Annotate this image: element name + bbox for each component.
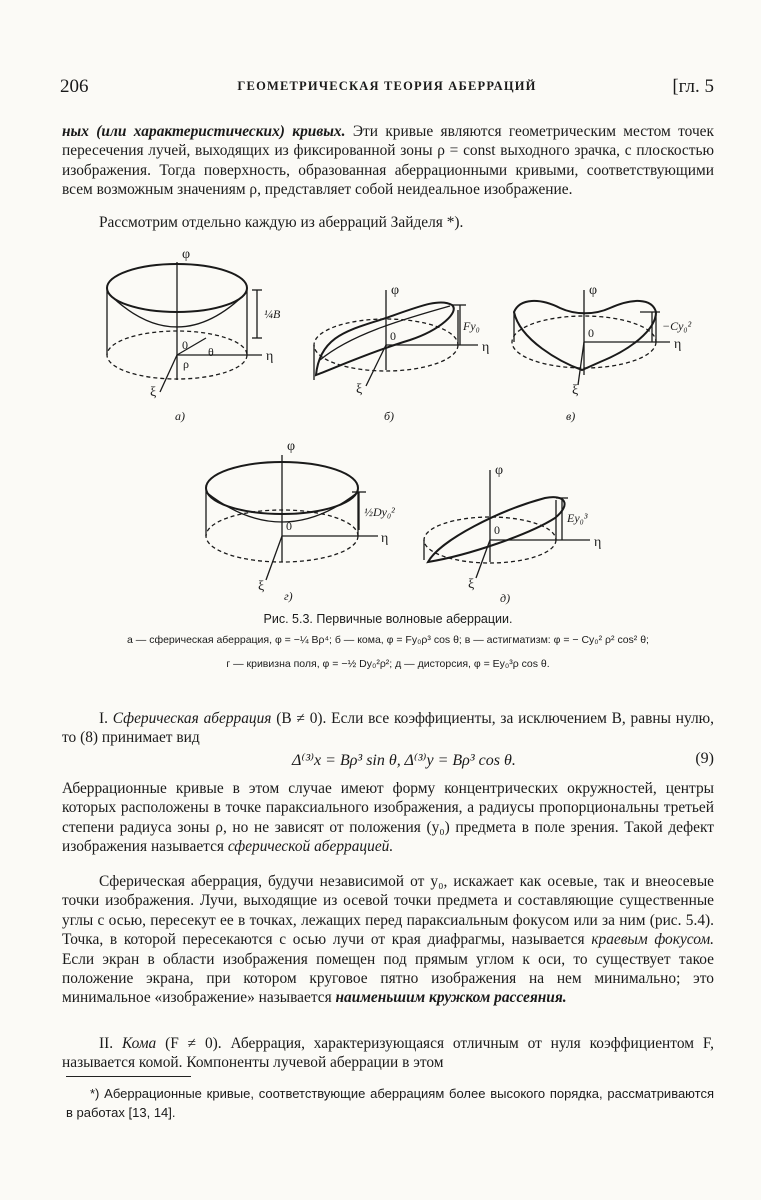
a-xi-label: ξ <box>150 385 157 400</box>
section-1-p2-a: Сферическая аберрация, будучи независимой от y₀, искажает как осевые, так и внеосевые точки изображения. Лучи, выходящие из осевой точки предмета и составляющие существенные углы с осью, пересекут ее в точках, лежащих перед параксиальным фокусом или за ним (рис. 5.4). Точка, в которой пересекаются с осью лучи от края диафрагмы, называется <box>62 873 714 949</box>
c-origin-label: 0 <box>588 326 594 340</box>
section-1-number: I. <box>99 710 113 727</box>
c-xi-label: ξ <box>572 383 579 398</box>
term-spherical-aberration: сферической аберрацией. <box>227 838 394 856</box>
b-origin-label: 0 <box>390 329 396 343</box>
c-panel-label: в) <box>566 409 576 423</box>
chapter-label: [гл. 5 <box>672 76 714 97</box>
e-origin-label: 0 <box>494 523 500 537</box>
intro-text: Эти кривые являются геометрическим местом точек пересечения лучей, выходящих из фиксированной зоны ρ = const выходного зрачка, с плоскостью изображения. Тогда поверхность, образованная аберрационными кривыми, соответствующими всем возможным значениям ρ, представляет собой неидеальное изображение. <box>62 123 714 199</box>
section-1-title: Сферическая аберрация <box>112 710 272 727</box>
a-theta-label: θ <box>208 345 214 359</box>
a-eta-label: η <box>266 349 274 364</box>
b-panel-label: б) <box>384 409 395 423</box>
section-1-lead-text: Если все коэффициенты, за исключением B, равны нулю, то (8) принимает вид <box>62 710 714 747</box>
c-phi-label: φ <box>589 283 598 298</box>
d-phi-label: φ <box>287 439 296 454</box>
d-dim-label: ½Dy₀² <box>364 505 395 519</box>
section-1-para-text: Аберрационные кривые в этом случае имеют форму концентрических окружностей, центры которых расположены в точке параксиального изображения, а радиусы пропорциональны третьей степени радиуса зоны ρ, но не зависят от положения (y₀) предмета в поле зрения. Такой дефект изображения называется <box>62 780 714 856</box>
section-1-condition: (B ≠ 0). <box>271 710 327 727</box>
b-dim-label: Fy₀ <box>463 319 480 333</box>
c-eta-label: η <box>674 337 682 352</box>
d-xi-label: ξ <box>258 579 265 594</box>
intro-bold-term: ных (или характеристических) кривых. <box>62 123 346 140</box>
e-dim-label: Ey₀³ <box>567 511 588 525</box>
e-xi-label: ξ <box>468 577 475 592</box>
section-2-condition: (F ≠ 0). <box>156 1035 222 1052</box>
e-eta-label: η <box>594 535 602 550</box>
panel-d-diagram <box>206 455 378 580</box>
d-origin-label: 0 <box>286 519 292 533</box>
section-1-paragraph <box>62 779 714 857</box>
d-eta-label: η <box>381 531 389 546</box>
section-2-text: Аберрация, характеризующаяся отличным от нуля коэффициентом F, называется комой. Компоненты лучевой аберрации в этом <box>62 1035 714 1072</box>
a-origin-label: 0 <box>182 338 188 352</box>
e-phi-label: φ <box>495 463 504 478</box>
figure-caption: Рис. 5.3. Первичные волновые аберрации. <box>263 612 513 626</box>
a-rho-label: ρ <box>183 357 189 371</box>
intro-paragraph-2: Рассмотрим отдельно каждую из аберраций Зайделя *). <box>99 214 464 231</box>
equation-9-formula: Δ⁽³⁾x = Bρ³ sin θ, Δ⁽³⁾y = Bρ³ cos θ. <box>292 752 516 769</box>
section-2-number: II. <box>99 1035 122 1052</box>
figure-legend-line-1: а — сферическая аберрация, φ = −¼ Bρ⁴; б — кома, φ = Fy₀ρ³ cos θ; в — астигматизм: φ = − Cy₀² ρ² cos² θ; <box>127 634 649 646</box>
panel-e-diagram <box>424 470 590 578</box>
a-phi-label: φ <box>182 247 191 262</box>
running-title: ГЕОМЕТРИЧЕСКАЯ ТЕОРИЯ АБЕРРАЦИЙ <box>237 79 537 93</box>
a-panel-label: а) <box>175 409 185 423</box>
term-marginal-focus: краевым фокусом. <box>591 931 715 949</box>
equation-9-number: (9) <box>695 750 714 767</box>
e-panel-label: д) <box>500 591 511 605</box>
a-dim-label: ¼B <box>264 307 281 321</box>
b-phi-label: φ <box>391 283 400 298</box>
c-dim-label: −Cy₀² <box>662 319 692 333</box>
panel-b-diagram <box>314 290 478 386</box>
footnote-rule <box>66 1076 191 1077</box>
b-eta-label: η <box>482 340 490 355</box>
figure-legend-line-2: г — кривизна поля, φ = −½ Dy₀²ρ²; д — дисторсия, φ = Ey₀³ρ cos θ. <box>226 658 550 670</box>
footnote: *) Аберрационные кривые, соответствующие аберрациям более высокого порядка, рассматриваются в работах [13, 14]. <box>66 1086 714 1120</box>
section-1-lead <box>62 709 714 748</box>
b-xi-label: ξ <box>356 382 363 397</box>
section-1-p2-b: Если экран в области изображения помещен под прямым углом к оси, то существует такое положение экрана, при котором круговое пятно изображения на нем минимально; это минимальное «изображение» называется <box>62 950 714 1007</box>
section-2-paragraph <box>62 1034 714 1073</box>
panel-a-diagram <box>107 262 262 392</box>
equation-9 <box>62 750 714 772</box>
term-circle-least-confusion: наименьшим кружком рассеяния. <box>335 989 567 1007</box>
section-1-paragraph-2 <box>62 872 714 1008</box>
section-2-title: Кома <box>121 1035 157 1052</box>
d-panel-label: г) <box>284 589 293 603</box>
page-number: 206 <box>60 76 89 97</box>
